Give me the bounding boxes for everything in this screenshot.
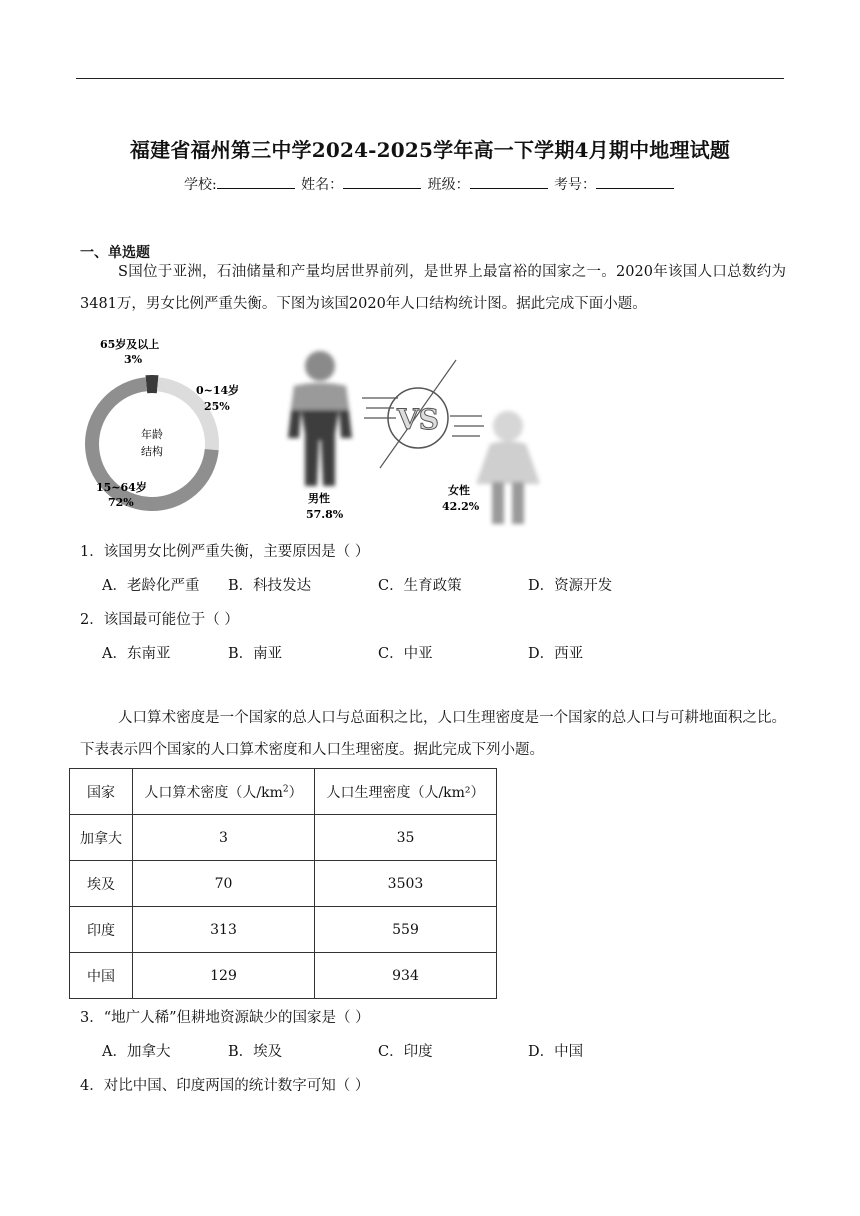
q1-option-a[interactable]: A．老龄化严重 — [102, 578, 200, 594]
q3-option-c[interactable]: C．印度 — [378, 1044, 433, 1060]
q1-option-c[interactable]: C．生育政策 — [378, 578, 462, 594]
question-4-stem: 4．对比中国、印度两国的统计数字可知（ ） — [80, 1078, 370, 1094]
q3-option-a[interactable]: A．加拿大 — [102, 1044, 171, 1060]
question-2-stem: 2．该国最可能位于（ ） — [80, 612, 239, 628]
name-blank[interactable] — [343, 176, 421, 189]
table-row — [70, 907, 497, 953]
female-label: 女性 — [448, 484, 470, 497]
q2-option-b[interactable]: B．南亚 — [228, 646, 283, 662]
donut-center-label-1: 年龄 — [141, 428, 163, 441]
table-cell: 3 — [133, 815, 315, 861]
female-pct: 42.2% — [442, 500, 480, 513]
table-row — [70, 953, 497, 999]
class-label: 班级： — [427, 177, 470, 193]
table-row — [70, 861, 497, 907]
passage-2: 人口算术密度是一个国家的总人口与总面积之比，人口生理密度是一个国家的总人口与可耕地面积之比。下表表示四个国家的人口算术密度和人口生理密度。据此完成下列小题。 — [80, 710, 786, 758]
donut-center-label-2: 结构 — [141, 445, 163, 458]
table-cell: 加拿大 — [70, 815, 133, 861]
table-row — [70, 815, 497, 861]
q2-option-d[interactable]: D．西亚 — [528, 646, 584, 662]
student-info-line — [0, 174, 860, 194]
male-label: 男性 — [308, 492, 330, 505]
label-age-0-14: 0~14岁 — [196, 384, 240, 397]
header-text: ） — [288, 784, 303, 801]
table-header-cell — [133, 769, 315, 815]
label-age-65: 65岁及以上 — [100, 338, 160, 351]
q2-option-a[interactable]: A．东南亚 — [102, 646, 171, 662]
table-cell: 35 — [315, 815, 497, 861]
population-structure-figure — [80, 334, 560, 530]
q1-option-b[interactable]: B．科技发达 — [228, 578, 312, 594]
table-cell: 70 — [133, 861, 315, 907]
q2-option-c[interactable]: C．中亚 — [378, 646, 433, 662]
male-figure-icon — [288, 351, 352, 486]
school-label: 学校: — [183, 177, 217, 193]
passage-1: S国位于亚洲，石油储量和产量均居世界前列，是世界上最富裕的国家之一。2020年该国人口总数约为3481万，男女比例严重失衡。下图为该国2020年人口结构统计图。据此完成下面小题。 — [80, 264, 786, 312]
table-cell: 埃及 — [70, 861, 133, 907]
question-3-stem: 3．“地广人稀”但耕地资源缺少的国家是（ ） — [80, 1010, 370, 1026]
table-header-row — [70, 769, 497, 815]
population-density-table — [69, 768, 497, 999]
header-text: 人口算术密度（人/km — [144, 784, 283, 801]
label-age-15-64: 15~64岁 — [96, 481, 147, 494]
label-age-65-pct: 3% — [124, 353, 143, 366]
vs-emblem-icon — [362, 360, 484, 468]
table-cell: 中国 — [70, 953, 133, 999]
question-1-stem: 1．该国男女比例严重失衡，主要原因是（ ） — [80, 544, 370, 560]
label-age-15-64-pct: 72% — [108, 496, 134, 509]
class-blank[interactable] — [470, 176, 548, 189]
table-header-cell: 国家 — [70, 769, 133, 815]
table-cell: 3503 — [315, 861, 497, 907]
page-title: 福建省福州第三中学2024-2025学年高一下学期4月期中地理试题 — [129, 138, 731, 162]
section-heading: 一、单选题 — [80, 245, 150, 261]
label-age-0-14-pct: 25% — [204, 400, 230, 413]
female-figure-icon — [476, 411, 540, 524]
vs-text: VS — [397, 403, 439, 436]
q3-option-d[interactable]: D．中国 — [528, 1044, 584, 1060]
name-label: 姓名： — [301, 177, 344, 193]
table-cell: 印度 — [70, 907, 133, 953]
school-blank[interactable] — [217, 176, 295, 189]
table-cell: 129 — [133, 953, 315, 999]
q3-option-b[interactable]: B．埃及 — [228, 1044, 283, 1060]
table-cell: 934 — [315, 953, 497, 999]
exam-number-blank[interactable] — [596, 176, 674, 189]
header-superscript: 2 — [282, 783, 289, 794]
male-pct: 57.8% — [306, 508, 344, 521]
header-rule — [76, 78, 784, 79]
table-cell: 313 — [133, 907, 315, 953]
table-cell: 559 — [315, 907, 497, 953]
q1-option-d[interactable]: D．资源开发 — [528, 578, 613, 594]
table-header-cell: 人口生理密度（人/km²） — [315, 769, 497, 815]
exam-number-label: 考号： — [554, 177, 597, 193]
